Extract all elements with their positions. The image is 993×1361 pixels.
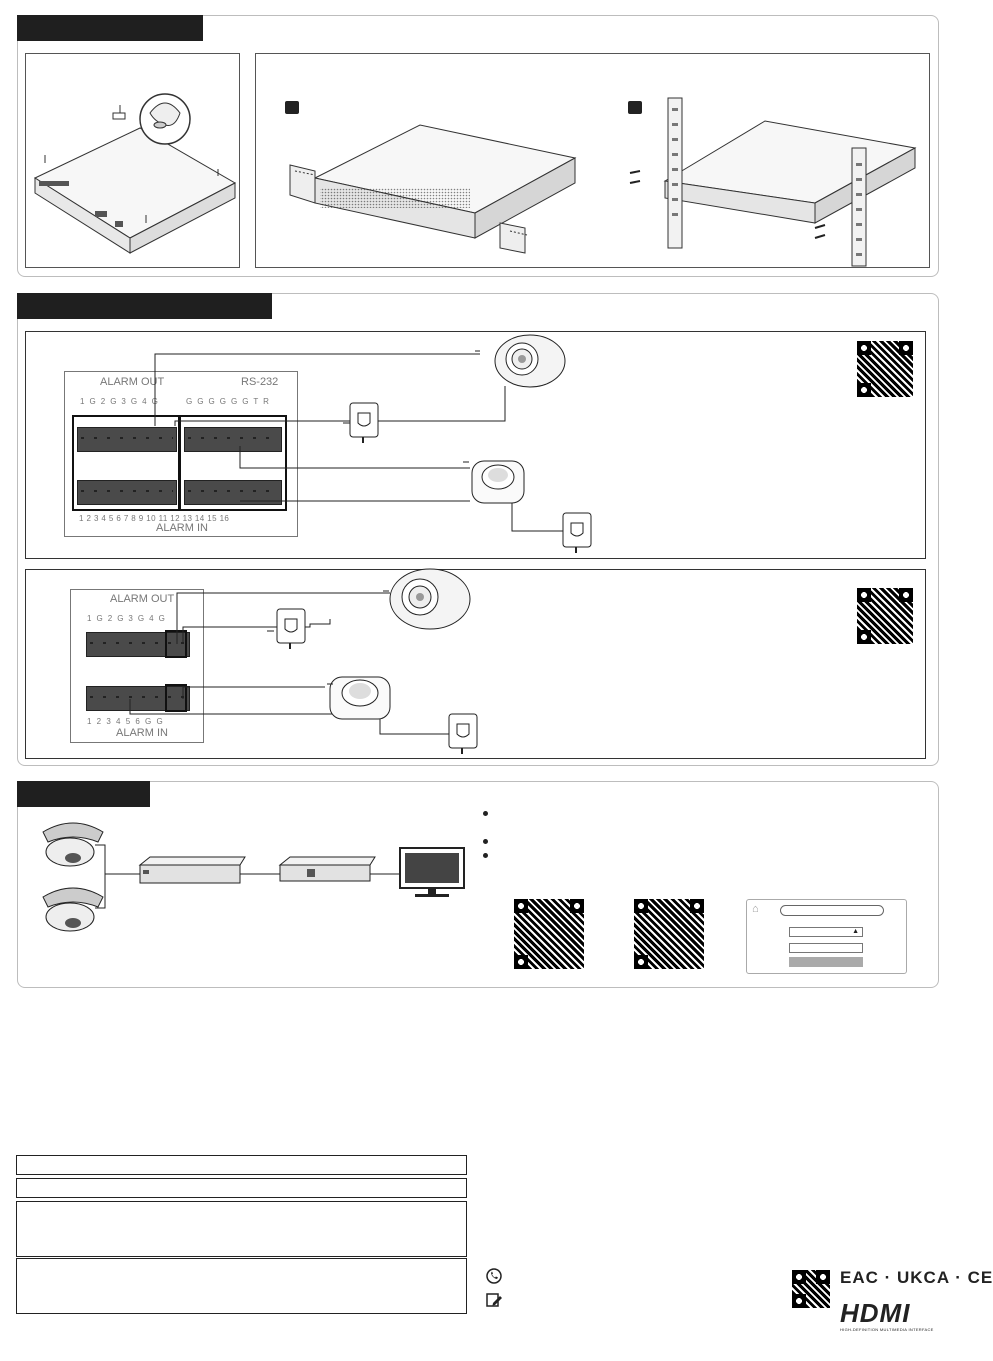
siren-device [383,569,470,629]
alarm-in-pins: 1 2 3 4 5 6 G G [87,717,165,726]
alarm-section-header [17,293,272,319]
siren-device [475,335,565,387]
dome-camera [43,888,103,931]
hdmi-logo: HDMI [840,1298,911,1328]
info-row [16,1178,467,1198]
bullet-point [483,839,488,844]
qr-code-icon [857,341,913,397]
password-field[interactable] [789,943,863,953]
alarm-in-label: ALARM IN [156,522,208,534]
power-adapter [563,513,591,553]
rs232-label: RS-232 [241,376,279,388]
qr-code-icon [792,1270,830,1308]
alarm-out-pins: 1 G 2 G 3 G 4 G [87,614,167,623]
alarm-sensor-device [463,461,524,503]
bullet-point [483,853,488,858]
desktop-nvr-illustration [25,53,240,268]
wiring-4ch-lines [25,569,926,759]
certification-marks: EAC · UKCA · CE [840,1268,993,1287]
power-adapter [343,403,378,443]
phone-icon [486,1268,502,1286]
qr-code-icon [514,899,584,969]
alarm-out-label: ALARM OUT [110,593,175,605]
username-field[interactable] [789,927,863,937]
install-section-header [17,15,203,41]
alarm-out-label: ALARM OUT [100,376,165,388]
power-adapter [267,609,305,649]
rack-ears-illustration [255,53,930,268]
poe-switch [140,857,245,883]
info-box [16,1201,467,1257]
alarm-out-pins: 1 G 2 G 3 G 4 G [80,397,160,406]
info-box [16,1258,467,1314]
wiring-16ch-lines [25,331,926,559]
power-adapter [449,714,477,754]
login-button[interactable] [789,957,863,967]
alarm-in-label: ALARM IN [116,727,168,739]
hdmi-tagline: HIGH-DEFINITION MULTIMEDIA INTERFACE [840,1327,934,1332]
network-topology [35,820,475,935]
home-icon: ⌂ [752,903,759,915]
alarm-sensor-device [327,677,390,719]
alarm-in-pins: 1 2 3 4 5 6 7 8 9 10 11 12 13 14 15 16 [79,514,230,523]
url-bar [780,905,884,916]
monitor [400,848,464,897]
qr-code-icon [857,588,913,644]
qr-code-icon [634,899,704,969]
edit-icon [486,1292,502,1310]
bullet-point [483,811,488,816]
user-icon: ▲ [852,928,859,935]
dome-camera [43,823,103,866]
nvr-device [280,857,375,881]
info-row [16,1155,467,1175]
rs232-pins: G G G G G G T R [186,397,271,406]
setup-section-header [17,781,150,807]
